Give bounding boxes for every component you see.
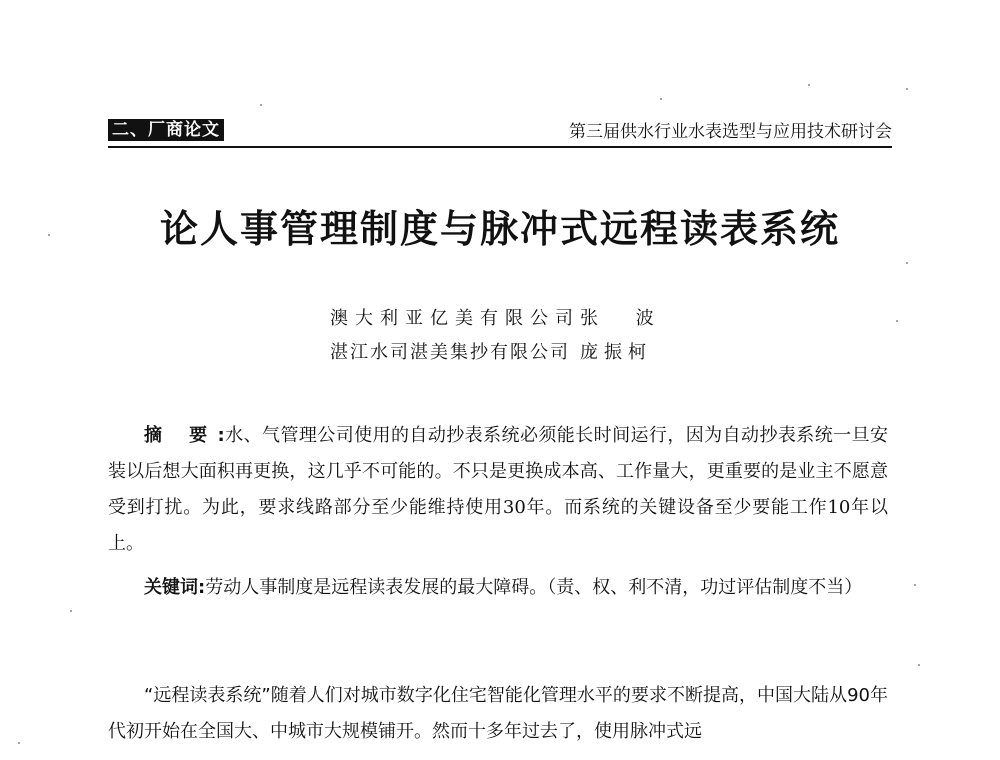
scan-speck (48, 234, 50, 236)
keywords-colon: : (198, 577, 206, 598)
intro-paragraph: “远程读表系统”随着人们对城市数字化住宅智能化管理水平的要求不断提高，中国大陆从90年代初开始在全国大、中城市大规模铺开。然而十多年过去了，使用脉冲式远 (108, 685, 888, 742)
abstract (108, 418, 888, 562)
scan-speck (906, 262, 908, 264)
conference-name: 第三届供水行业水表选型与应用技术研讨会 (569, 122, 892, 142)
scan-speck (18, 742, 20, 744)
author-affiliation: 澳大利亚亿美有限公司 (330, 308, 580, 329)
scan-speck (808, 84, 810, 86)
abstract-colon: : (217, 425, 225, 446)
keywords-label: 关键词 (144, 577, 198, 598)
keywords (108, 570, 888, 606)
keywords-text: 劳动人事制度是远程读表发展的最大障碍。（责、权、利不清，功过评估制度不当） (205, 577, 863, 598)
abstract-text: 水、气管理公司使用的自动抄表系统必须能长时间运行，因为自动抄表系统一旦安装以后想大面积再更换，这几乎不可能的。不只是更换成本高、工作量大，更重要的是业主不愿意受到打扰。为此，要求线路部分至少能维持使用30年。而系统的关键设备至少要能工作10年以上。 (108, 425, 888, 554)
author-line (330, 338, 652, 368)
section-tag: 二、厂商论文 (108, 119, 224, 141)
abstract-label: 摘 要 (144, 425, 218, 446)
author-line (330, 304, 670, 334)
scan-speck (260, 104, 262, 106)
scan-speck (70, 610, 72, 612)
author-name: 庞振柯 (580, 342, 652, 363)
running-header (108, 116, 892, 148)
scan-speck (906, 88, 908, 90)
author-affiliation: 湛江水司湛美集抄有限公司 (330, 342, 570, 363)
scan-speck (914, 584, 916, 586)
scan-speck (918, 664, 920, 666)
scan-speck (896, 320, 898, 322)
author-name: 张 波 (580, 308, 670, 329)
paper-title: 论人事管理制度与脉冲式远程读表系统 (159, 206, 840, 251)
scan-speck (660, 98, 662, 100)
